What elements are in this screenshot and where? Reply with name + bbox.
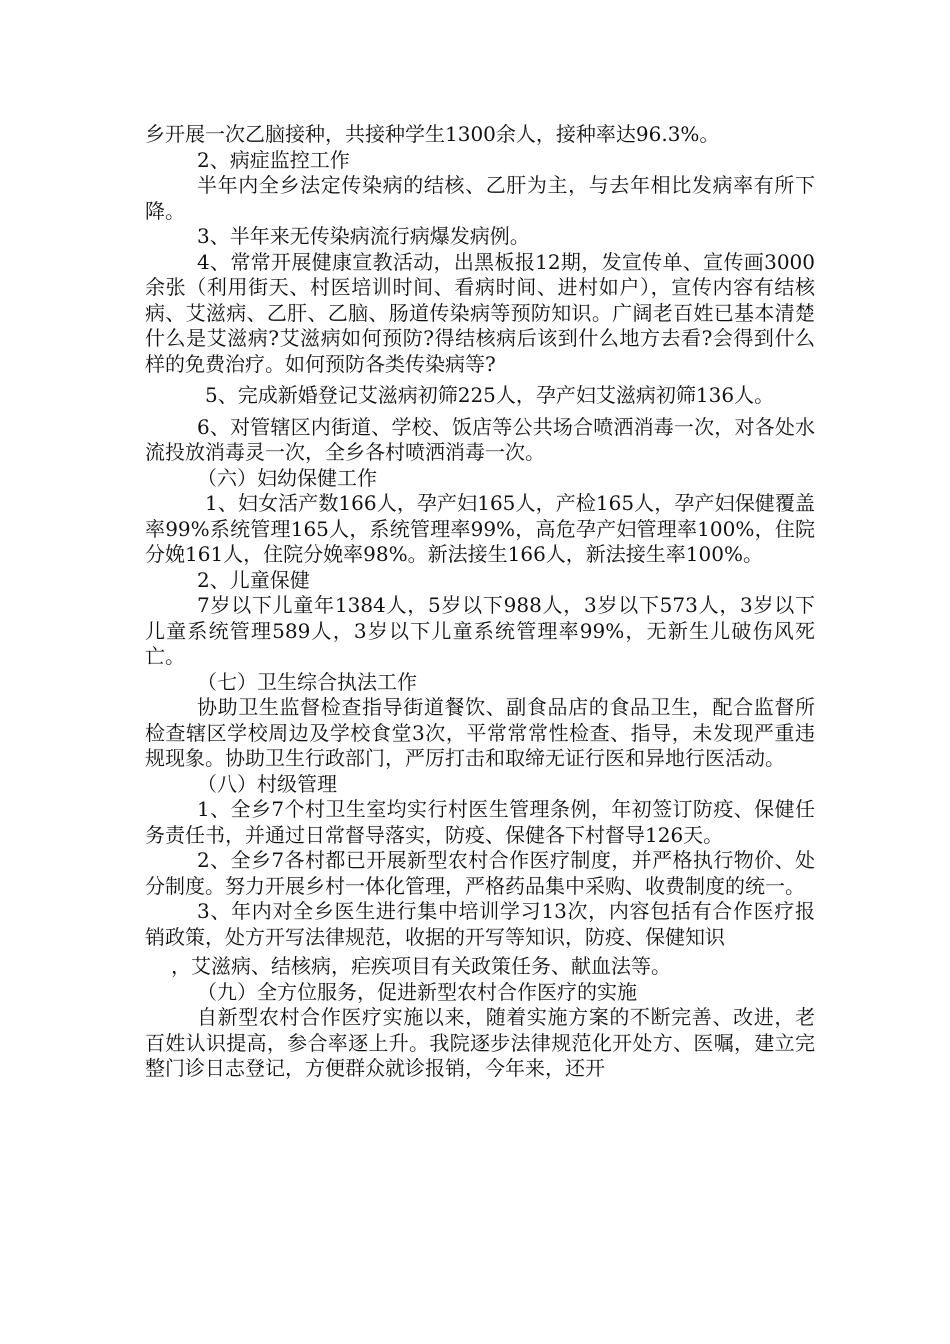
paragraph: 2、全乡7各村都已开展新型农村合作医疗制度，并严格执行物价、处分制度。努力开展乡村一体化管理，严格药品集中采购、收费制度的统一。 — [145, 848, 815, 898]
paragraph: ，艾滋病、结核病，疟疾项目有关政策任务、献血法等。 — [171, 954, 671, 978]
paragraph: 协助卫生监督检查指导街道餐饮、副食品店的食品卫生，配合监督所检查辖区学校周边及学校食堂3次，平常常常性检查、指导，未发现严重违规现象。协助卫生行政部门，严厉打击和取缔无证行医和异地行医活动。 — [145, 695, 815, 770]
paragraph: 2、儿童保健 — [197, 567, 310, 592]
paragraph: 1、全乡7个村卫生室均实行村医生管理条例，年初签订防疫、保健任务责任书，并通过日常督导落实，防疫、保健各下村督导126天。 — [145, 797, 815, 847]
section-heading: （七）卫生综合执法工作 — [197, 669, 417, 694]
paragraph: 2、病症监控工作 — [197, 147, 350, 172]
section-heading: （六）妇幼保健工作 — [197, 465, 377, 490]
paragraph: 3、年内对全乡医生进行集中培训学习13次，内容包括有合作医疗报销政策，处方开写法律规范，收据的开写等知识，防疫、保健知识 — [145, 899, 815, 949]
paragraph: 乡开展一次乙脑接种，共接种学生1300余人，接种率达96.3%。 — [145, 122, 720, 146]
section-heading: （九）全方位服务，促进新型农村合作医疗的实施 — [197, 979, 637, 1004]
document-body — [145, 122, 815, 1082]
paragraph: 5、完成新婚登记艾滋病初筛225人，孕产妇艾滋病初筛136人。 — [205, 383, 775, 407]
paragraph: 3、半年来无传染病流行病爆发病例。 — [197, 224, 530, 248]
paragraph: 7岁以下儿童年1384人，5岁以下988人，3岁以下573人，3岁以下儿童系统管理589人，3岁以下儿童系统管理率99%，无新生儿破伤风死亡。 — [145, 593, 815, 668]
paragraph: 半年内全乡法定传染病的结核、乙肝为主，与去年相比发病率有所下降。 — [145, 173, 815, 223]
paragraph: 4、常常开展健康宣教活动，出黑板报12期，发宣传单、宣传画3000余张（利用街天、村医培训时间、看病时间、进村如户），宣传内容有结核病、艾滋病、乙肝、乙脑、肠道传染病等预防知识。广阔老百姓已基本清楚什么是艾滋病?艾滋病如何预防?得结核病后该到什么地方去看?会得到什么样的免费治疗。如何预防各类传染病等? — [145, 249, 815, 376]
paragraph: 6、对管辖区内街道、学校、饭店等公共场合喷洒消毒一次，对各处水流投放消毒灵一次，全乡各村喷洒消毒一次。 — [145, 414, 815, 464]
paragraph: 1、妇女活产数166人，孕产妇165人，产检165人，孕产妇保健覆盖率99%系统管理165人，系统管理率99%，高危孕产妇管理率100%，住院分娩161人，住院分娩率98%。新法接生166人，新法接生率100%。 — [145, 491, 815, 566]
paragraph: 自新型农村合作医疗实施以来，随着实施方案的不断完善、改进，老百姓认识提高，参合率逐上升。我院逐步法律规范化开处方、医嘱，建立完整门诊日志登记，方便群众就诊报销，今年来，还开 — [145, 1005, 815, 1080]
section-heading: （八）村级管理 — [197, 771, 337, 796]
